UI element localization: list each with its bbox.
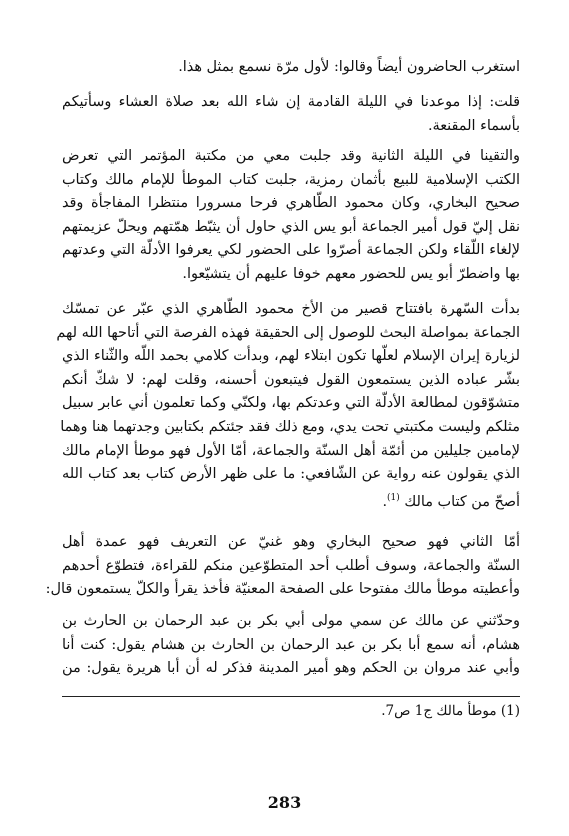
- paragraph-6: [62, 610, 520, 681]
- paragraph-line: أصحّ من كتاب مالك: [404, 493, 520, 510]
- footnote-reference[interactable]: (1): [387, 492, 400, 503]
- paragraph-line: وأبي عند مروان بن الحكم وهو أمير المدينة فذكر له أن أبا هريرة يقول: من: [62, 660, 520, 677]
- paragraph-line: هشام، أنه سمع أبا بكر بن عبد الرحمان بن الحارث بن هشام يقول: كنت أنا: [62, 636, 520, 653]
- paragraph-line: بأسماء المقنعة.: [427, 117, 520, 134]
- paragraph-line: نقل إليّ قول أمير الجماعة أبو يس الذي حاول أن يثبّط همّتهم ويحلّ عزيمتهم: [62, 218, 520, 235]
- paragraph-line: الجماعة بمواصلة البحث للوصول إلى الحقيقة فهذه الفرصة التي أتاحها الله لهم: [56, 324, 520, 341]
- paragraph-line: لإمامين جليلين من أئمّة أهل السنّة والجماعة، أمّا الأول فهو موطأ الإمام مالك: [62, 442, 520, 459]
- paragraph-line: والتقينا في الليلة الثانية وقد جلبت معي من مكتبة المؤتمر التي تعرض: [62, 148, 520, 164]
- paragraph-line: قلت: إذا موعدنا في الليلة القادمة إن شاء الله بعد صلاة العشاء وسأتيكم: [62, 94, 520, 110]
- paragraph-line: لإلغاء اللّقاء ولكن الجماعة أصرّوا على الحضور لكي يعرفوا الأدلّة التي وعدتهم: [62, 242, 520, 259]
- paragraph-line: بها واضطرّ أبو يس للحضور معهم خوفا عليهم أن يتشيّعوا.: [182, 265, 520, 282]
- paragraph-line: بدأت السّهرة بافتتاح قصير من الأخ محمود الطّاهري الذي عبّر عن تمسّك: [62, 301, 520, 317]
- paragraph-line: وأعطيته موطأ مالك مفتوحا على الصفحة المعنيّة فأخذ يقرأ والكلّ يستمعون قال:: [45, 581, 520, 598]
- paragraph-line: وحدّثني عن مالك عن سمي مولى أبي بكر بن عبد الرحمان بن الحارث بن: [62, 613, 520, 629]
- paragraph-line: بشّر عباده الذين يستمعون القول فيتبعون أحسنه، وقلت لهم: لا شكّ أنكم: [62, 371, 520, 388]
- paragraph-4: [56, 298, 520, 514]
- paragraph-line: الكتب الإسلامية للبيع بأثمان رمزية، جلبت كتاب الموطأ للإمام مالك وكتاب: [62, 171, 520, 188]
- paragraph-line: استغرب الحاضرون أيضاً وقالوا: لأول مرّة نسمع بمثل هذا.: [178, 59, 520, 75]
- paragraph-2: [62, 91, 520, 138]
- paragraph-line: متشوّقون لمطالعة الأدلّة التي وعدتكم بها، ولكنّي وكما تعلمون أني عابر سبيل: [62, 395, 520, 412]
- paragraph-line: لزيارة إيران الإسلام لعلّها تكون ابتلاء لهم، وبدأت كلامي بحمد اللّه والثّناء الذي: [62, 348, 520, 365]
- paragraph-line: أمّا الثاني فهو صحيح البخاري وهو غنيّ عن التعريف فهو عمدة أهل: [62, 534, 520, 550]
- paragraph-3: [62, 145, 520, 287]
- paragraph-line: السنّة والجماعة، وسوف أطلب أحد المتطوّعين منكم للقراءة، فتطوّع أحدهم: [62, 557, 520, 574]
- footnote: (1) موطأ مالك ج1 ص7.: [381, 703, 520, 719]
- paragraph-line: صحيح البخاري، وكان محمود الطّاهري فرحا مسرورا منتظرا المفاجأة وقد: [62, 195, 520, 212]
- paragraph-line: الذي يقولون عنه رواية عن الشّافعي: ما على ظهر الأرض كتاب بعد كتاب الله: [62, 466, 520, 483]
- footnote-divider: [62, 696, 520, 697]
- paragraph-line-with-footnote: أصحّ من كتاب مالك $^{(1)}$.: [382, 492, 520, 510]
- paragraph-line: مثلكم وليست مكتبتي تحت يدي، ومع ذلك فقد جئتكم بكتابين وجدتهما هنا وهما: [60, 418, 520, 435]
- paragraph-1: [62, 56, 520, 80]
- paragraph-5: [45, 531, 520, 602]
- page-number: 283: [267, 793, 302, 812]
